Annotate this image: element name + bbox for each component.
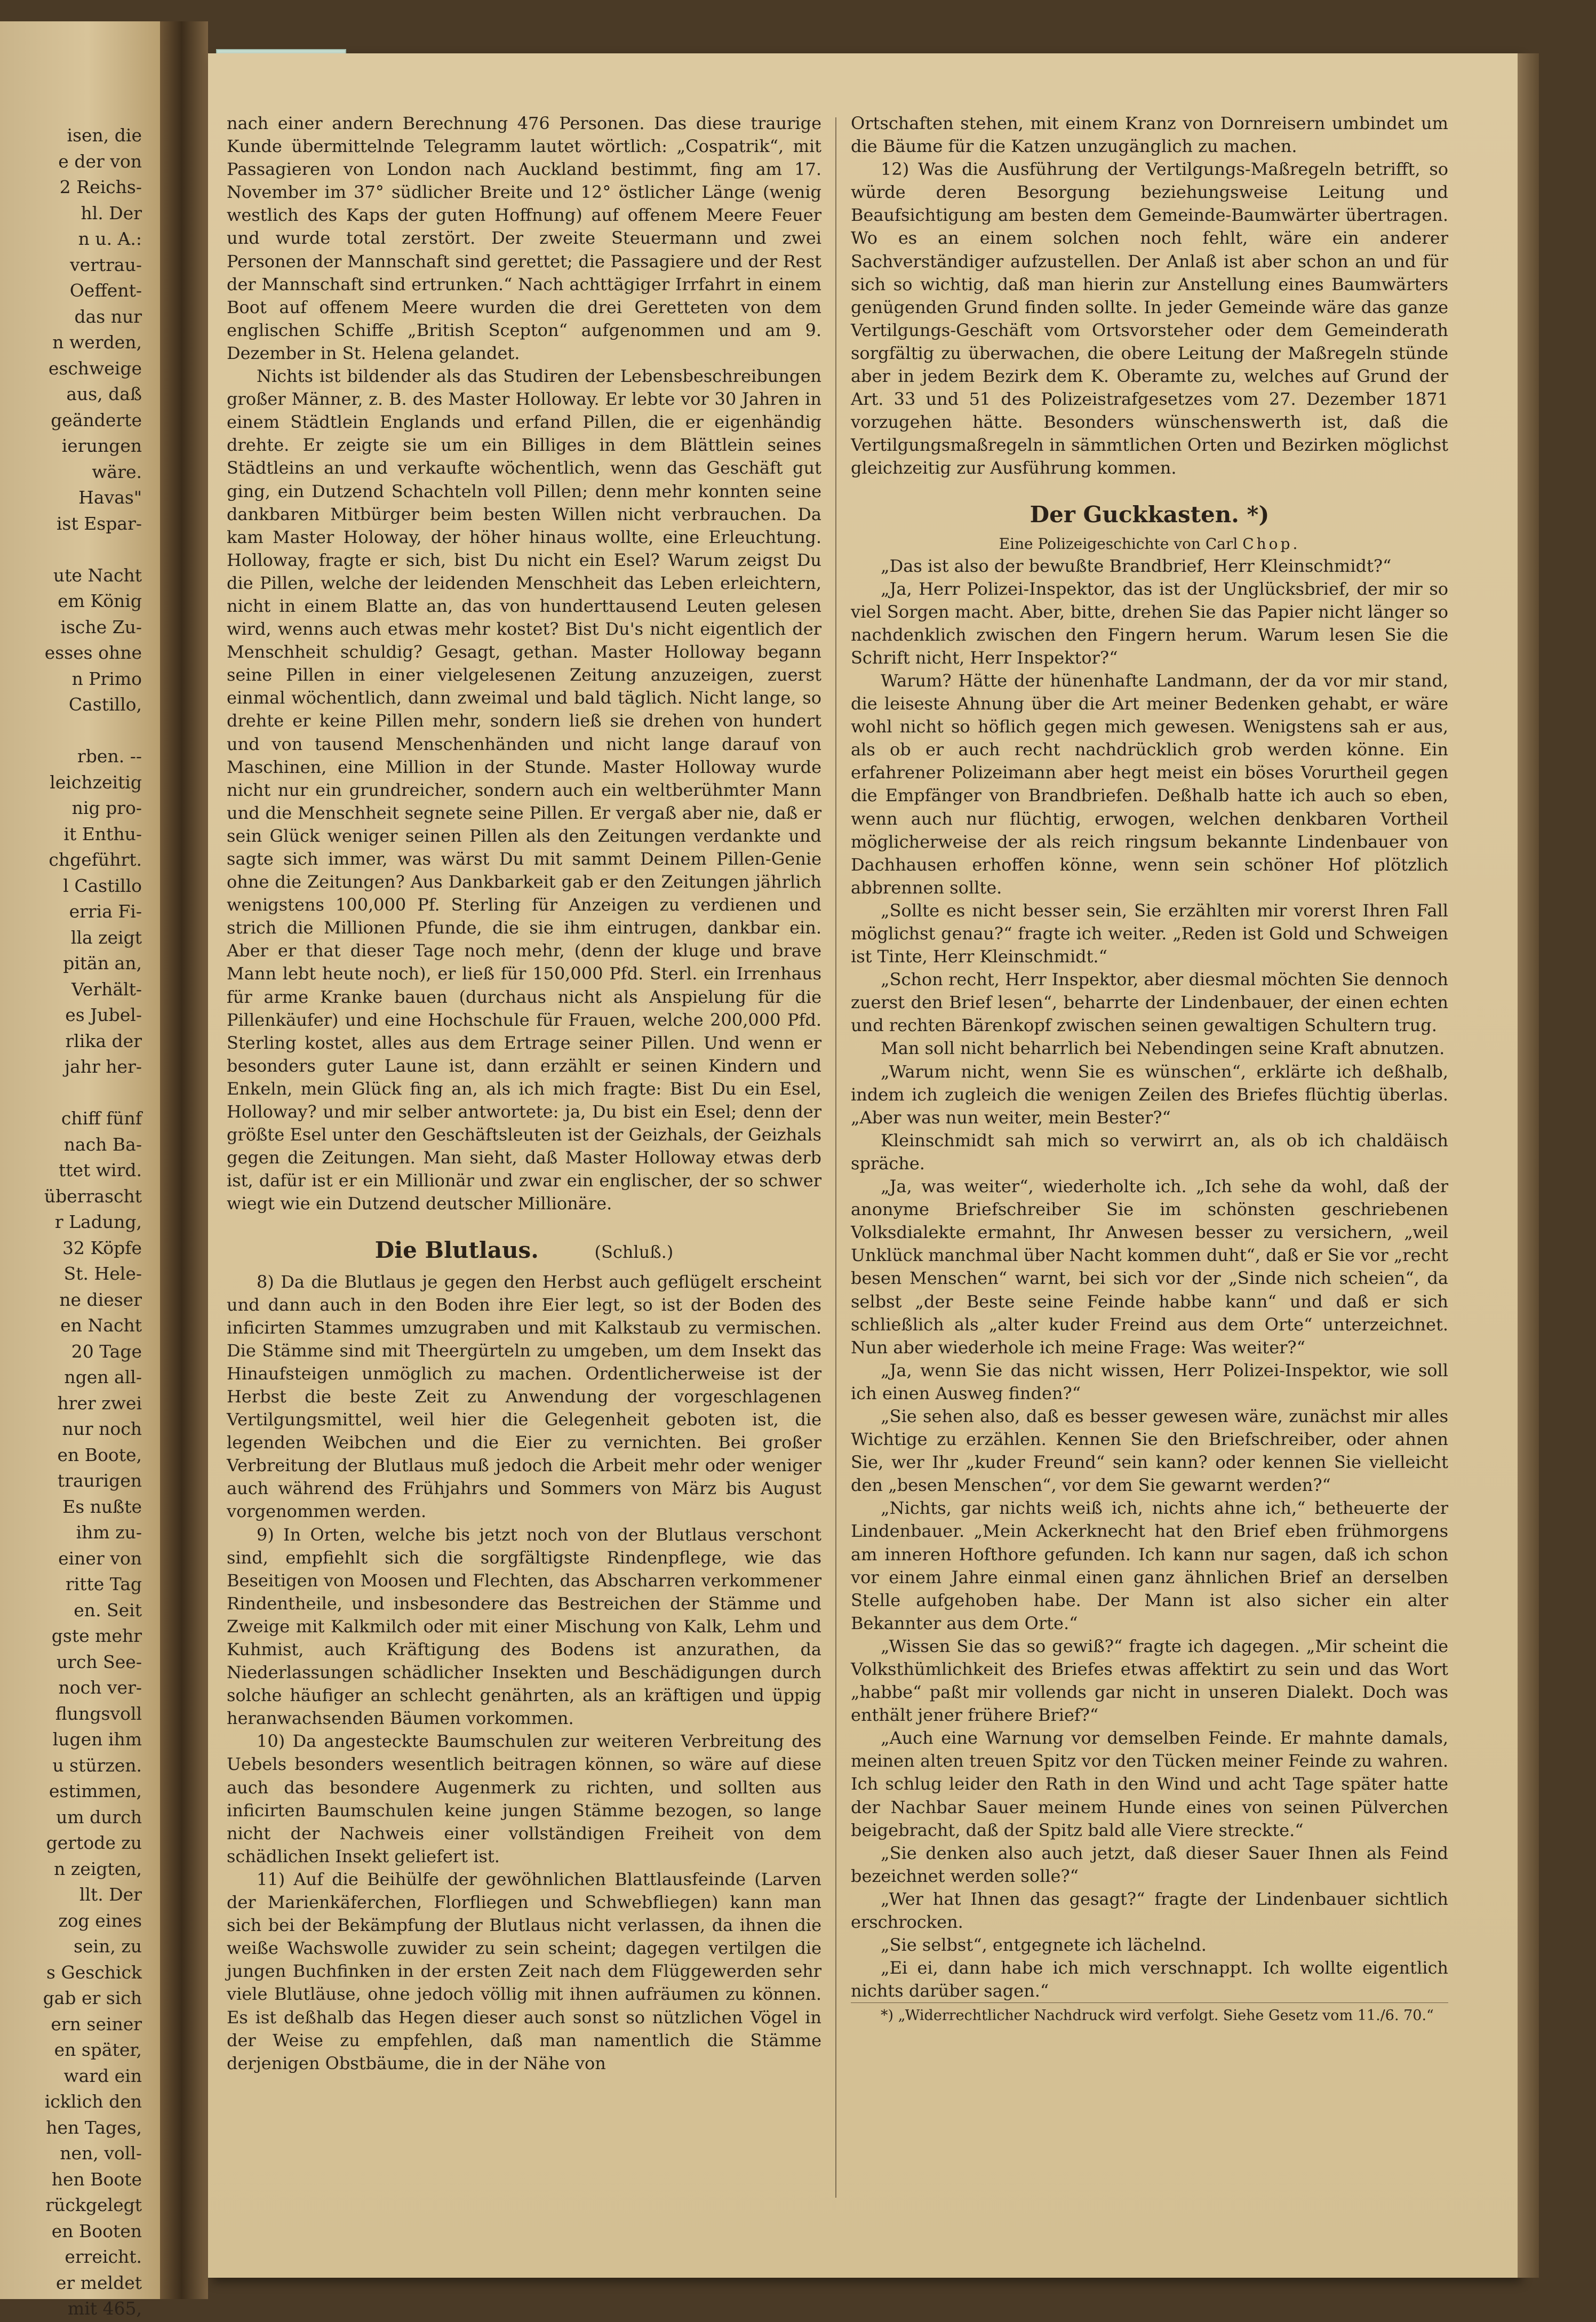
previous-page-line: s Geschick: [46, 1961, 142, 1983]
previous-page-line: das nur: [74, 306, 142, 327]
previous-page-line: mit 465,: [67, 2298, 142, 2319]
story-paragraph: „Ja, wenn Sie das nicht wissen, Herr Polizei-Inspektor, wie soll ich einen Ausweg finden?“: [851, 1360, 1448, 1403]
previous-page-line: en später,: [54, 2039, 142, 2060]
previous-page-line: en. Seit: [74, 1599, 142, 1621]
previous-page-line: e der von: [58, 150, 142, 172]
previous-page-line: Es nußte: [62, 1496, 142, 1517]
previous-page-line: gab er sich: [43, 1988, 142, 2008]
previous-page-line: rückgelegt: [45, 2195, 142, 2215]
previous-page-line: nur noch: [62, 1418, 142, 1439]
previous-page-line: em König: [58, 591, 142, 611]
previous-page-line: n u. A.:: [78, 228, 142, 249]
previous-page-line: nig pro-: [71, 797, 142, 818]
previous-page-line: noch ver-: [58, 1677, 142, 1698]
previous-page-line: hrer zwei: [57, 1392, 142, 1414]
previous-page-line: hen Boote: [51, 2168, 142, 2190]
previous-page-line: n werden,: [52, 332, 142, 353]
story-paragraph: „Ei ei, dann habe ich mich verschnappt. Ich wollte eigentlich nichts darüber sagen.“: [851, 1958, 1448, 2001]
previous-page-line: hl. Der: [81, 202, 142, 224]
previous-page-line: sein, zu: [74, 1936, 142, 1957]
previous-page-text-column: [3, 123, 142, 2322]
previous-page-line: esses ohne: [44, 642, 142, 663]
story-paragraph: „Auch eine Warnung vor demselben Feinde. Er mahnte damals, meinen alten treuen Spitz vor den Tücken meiner Feinde zu wahren. Ich schlug leider den Rath in den Wind und acht Tage später hatte der Nachbar Sauer meinem Hunde eines von seinen Pülverchen beigebracht, daß der Spitz bald alle Viere streckte.“: [851, 1728, 1448, 1840]
heading-title: Die Blutlaus.: [374, 1236, 539, 1263]
previous-page-line: flungsvoll: [55, 1703, 142, 1724]
story-paragraph: „Das ist also der bewußte Brandbrief, Herr Kleinschmidt?“: [881, 555, 1392, 576]
book-gutter: [160, 21, 208, 2299]
previous-page-line: geänderte: [51, 409, 142, 430]
previous-page-line: ihm zu-: [76, 1522, 142, 1543]
blutlaus-paragraph-11: 11) Auf die Beihülfe der gewöhnlichen Blattlausfeinde (Larven der Marienkäferchen, Florfliegen und Schwebfliegen) kann man sich bei der Bekämpfung der Blutlaus nicht verlassen, da ihnen die weiße Wachswolle zuwider zu sein scheint; dagegen vertilgen die jungen Buchfinken in der ersten Zeit nach dem Flüggewerden sehr viele Blutläuse, ohne jedoch völlig mit ihnen aufräumen zu können. Es ist deßhalb das Hegen dieser auch sonst so nützlichen Vögel in der Weise zu empfehlen, daß man namentlich die Stämme derjenigen Obstbäume, die in der Nähe von: [227, 1869, 821, 2073]
blutlaus-paragraph-12: 12) Was die Ausführung der Vertilgungs-Maßregeln betrifft, so würde deren Besorgung beziehungsweise Leitung und Beaufsichtigung am besten dem Gemeinde-Baumwärter übertragen. Wo es an einem solchen noch fehlt, wäre ein anderer Sachverständiger aufzustellen. Der Anlaß ist aber schon an und für sich so wichtig, daß man hierin zur Anstellung eines Baumwärters genügenden Grund finden sollte. In jeder Gemeinde wäre das ganze Vertilgungs-Geschäft vom Ortsvorsteher oder dem Gemeinderath sorgfältig zu überwachen, die obere Leitung der Maßregeln stünde aber in jedem Bezirk dem K. Oberamte zu, welches auf Grund der Art. 33 und 51 des Polizeistrafgesetzes vom 27. Dezember 1871 vorzugehen hätte. Besonders wünschenswerth ist, daß die Vertilgungsmaßregeln in sämmtlichen Orten und Bezirken möglichst gleichzeitig zur Ausführung kommen.: [851, 159, 1448, 478]
article-holloway: Nichts ist bildender als das Studiren der Lebensbeschreibungen großer Männer, z. B. des Master Holloway. Er lebte vor 30 Jahren in einem Städtlein Englands und erfand Pillen, die er eigenhändig drehte. Er zeigte sie um ein Billiges in dem Blättlein seines Städtleins an und verkaufte wöchentlich, wenn das Geschäft gut ging, ein Dutzend Schachteln voll Pillen; denn mehr konnten seine dankbaren Mitbürger beim besten Willen nicht verbrauchen. Da kam Master Holoway, der höher hinaus wollte, eine Erleuchtung. Holloway, fragte er sich, bist Du nicht ein Esel? Warum zeigst Du die Pillen, welche der leidenden Menschheit das Leben erleichtern, nicht in einem Blatte an, das von hunderttausend Leuten gelesen wird, wenns auch etwas mehr kostet? Bist Du's nicht eigentlich der Menschheit schuldig? Gesagt, gethan. Master Holloway begann seine Pillen in einer vielgelesenen Zeitung anzuzeigen, zuerst einmal wöchentlich, dann zweimal und bald täglich. Nicht lange, so drehte er keine Pillen mehr, sondern ließ sie drehen von hundert und von tausend Menschenhänden und nicht lange darauf von Maschinen, eine Million in der Stunde. Master Holloway wurde nicht nur ein grundreicher, sondern auch ein weltberühmter Mann und die Menschheit segnete seine Pillen. Er vergaß aber nie, daß er sein Glück weniger seinen Pillen als den Zeitungen verdankte und sagte sich immer, was wärst Du mit sammt Deinem Pillen-Genie ohne die Zeitungen? Aus Dankbarkeit gab er den Zeitungen jährlich wenigstens 100,000 Pf. Sterling für Anzeigen zu verdienen und strich die Millionen Pfunde, die sie ihm eintrugen, dankbar ein. Aber er that dieser Tage noch mehr, (denn der kluge und brave Mann lebt heute noch), er ließ für 150,000 Pfd. Sterl. ein Irrenhaus für arme Kranke bauen (durchaus nicht als Anspielung für die Pillenkäufer) und eine Hochschule für Frauen, welche 200,000 Pfd. Sterling kostet, alles aus dem Ertrage seiner Pillen. Und wenn er besonders guter Laune ist, dann erzählt er seinen Kindern und Enkeln, mein Glück fing an, als ich mich fragte: Bist Du ein Esel, Holloway? und mir selber antwortete: ja, Du bist ein Esel; denn der größte Esel unter den Geschäftsleuten ist der Geizhals, der Geizhals gegen die Zeitungen. Man sieht, daß Master Holloway etwas derb ist, dafür ist er ein Millionär und zwar ein englischer, der so schwer wiegt wie ein Dutzend deutscher Millionäre.: [227, 366, 821, 1214]
previous-page-line: zog eines: [58, 1910, 142, 1931]
previous-page-line: llt. Der: [79, 1884, 142, 1905]
story-paragraph: „Sie selbst“, entgegnete ich lächelnd.: [881, 1935, 1207, 1956]
text-column-right: [851, 112, 1448, 2025]
previous-page-line: Castillo,: [68, 694, 142, 715]
heading-continuation: (Schluß.): [594, 1241, 674, 1262]
previous-page-line: lugen ihm: [52, 1729, 142, 1750]
byline-text: Eine Polizeigeschichte von Carl: [999, 534, 1238, 553]
previous-page-line: 20 Tage: [71, 1340, 142, 1362]
story-paragraph: „Schon recht, Herr Inspektor, aber diesmal möchten Sie dennoch zuerst den Brief lesen“, beharrte der Lindenbauer, der einen echten und rechten Bärenkopf zwischen seinen gewaltigen Schultern trug.: [851, 969, 1448, 1036]
previous-page-line: r Ladung,: [54, 1211, 142, 1232]
story-paragraph: „Warum nicht, wenn Sie es wünschen“, erklärte ich deßhalb, indem ich zugleich die wenigen Zeilen des Briefes flüchtig überlas. „Aber was nun weiter, mein Bester?“: [851, 1061, 1448, 1128]
previous-page-line: wäre.: [92, 461, 142, 482]
previous-page-line: St. Hele-: [63, 1263, 142, 1284]
previous-page-line: ern seiner: [51, 2013, 142, 2034]
previous-page-line: ierungen: [61, 435, 142, 456]
blutlaus-paragraph-8: 8) Da die Blutlaus je gegen den Herbst auch geflügelt erscheint und dann auch in den Boden ihre Eier legt, so ist der Boden des inficirten Stammes umzugraben und mit Kalkstaub zu vermischen. Die Stämme sind mit Theergürteln zu umgeben, um dem Insekt das Hinaufsteigen unmöglich zu machen. Ordentlicherweise ist der Herbst die beste Zeit zu Anwendung der vorgeschlagenen Vertilgungsmittel, weil hier die Gelegenheit geboten ist, die legenden Weibchen und die Eier zu vernichten. Bei großer Verbreitung der Blutlaus muß jedoch die Arbeit mehr oder weniger auch während des Frühjahrs und Sommers von März bis August vorgenommen werden.: [227, 1271, 821, 1522]
previous-page-line: urch See-: [56, 1651, 142, 1672]
previous-page-line: [3, 1080, 142, 1106]
previous-page-line: Verhält-: [71, 978, 142, 1000]
story-paragraph: „Wer hat Ihnen das gesagt?“ fragte der Lindenbauer sichtlich erschrocken.: [851, 1888, 1448, 1933]
previous-page-line: n Primo: [71, 668, 142, 689]
newspaper-page: [208, 53, 1518, 2278]
story-paragraph: „Sollte es nicht besser sein, Sie erzählten mir vorerst Ihren Fall möglichst genau?“ fragte ich weiter. „Reden ist Gold und Schweigen ist Tinte, Herr Kleinschmidt.“: [851, 900, 1448, 967]
previous-page-line: 2 Reichs-: [59, 177, 142, 197]
previous-page-line: en Booten: [51, 2220, 142, 2241]
previous-page-line: ische Zu-: [60, 616, 142, 637]
previous-page-line: vertrau-: [69, 254, 142, 275]
previous-page-line: ute Nacht: [53, 564, 142, 586]
page-edge-shadow: [1518, 53, 1539, 2278]
previous-page-line: chiff fünf: [61, 1108, 142, 1129]
previous-page-line: n zeigten,: [54, 1858, 142, 1879]
story-paragraph: „Ja, was weiter“, wiederholte ich. „Ich sehe da wohl, daß der anonyme Briefschreiber Sie im schönsten geschriebenen Volksdialekte ermahnt, Ihr Anwesen besser zu versichern, „weil Unklück manchmal über Nacht kommen duht“, daß er Sie vor „recht besen Menschen“ warnt, bei sich vor der „Sinde nich scheien“, da selbst „der Beste seine Feinde habbe kann“ und daß er sich schließlich als „alter kuder Freind aus dem Orte“ unterzeichnet. Nun aber wiederhole ich meine Frage: Was weiter?“: [851, 1176, 1448, 1358]
previous-page-line: [3, 537, 142, 563]
previous-page-line: Havas": [78, 487, 142, 508]
previous-page-fragment: [0, 21, 160, 2319]
previous-page-line: rlika der: [65, 1030, 142, 1051]
previous-page-line: er meldet: [55, 2272, 142, 2293]
previous-page-line: ritte Tag: [65, 1574, 142, 1594]
previous-page-line: nach Ba-: [63, 1134, 142, 1155]
previous-page-line: erria Fi-: [69, 901, 142, 922]
footnote: *) „Widerrechtlicher Nachdruck wird verfolgt. Siehe Gesetz vom 11./6. 70.“: [851, 2002, 1448, 2025]
previous-page-line: nen, voll-: [60, 2143, 142, 2164]
story-paragraph: Warum? Hätte der hünenhafte Landmann, der da vor mir stand, die leiseste Ahnung über die Art meiner Bedenken gehabt, er wäre wohl nicht so höflich gegen mich gewesen. Wenigstens sah er aus, als ob er auch recht nachdrücklich grob werden könne. Ein erfahrener Polizeimann aber hegt meist ein böses Vorurtheil gegen die Empfänger von Brandbriefen. Deßhalb hatte ich auch so eben, wenn auch nur flüchtig, erwogen, welchen denkbaren Vortheil möglicherweise der als reich ringsum bekannte Lindenbauer von Dachhausen erhoffen könne, wenn sein schöner Hof plötzlich abbrennen sollte.: [851, 670, 1448, 898]
previous-page-line: chgeführt.: [49, 849, 142, 870]
byline-author: Chop.: [1242, 534, 1300, 553]
previous-page-line: rben. --: [77, 746, 142, 767]
previous-page-line: ist Espar-: [57, 513, 142, 534]
previous-page-line: l Castillo: [63, 875, 142, 896]
previous-page-line: icklich den: [44, 2091, 142, 2112]
previous-page-line: isen, die: [67, 125, 142, 146]
previous-page-line: eschweige: [48, 357, 142, 379]
previous-page-line: it Enthu-: [63, 823, 142, 844]
previous-page-line: [3, 718, 142, 744]
previous-page-line: gste mehr: [51, 1625, 142, 1646]
previous-page-line: en Nacht: [60, 1315, 142, 1336]
previous-page-line: pitän an,: [63, 953, 142, 974]
previous-page-line: u stürzen.: [52, 1754, 142, 1776]
previous-page-line: einer von: [58, 1547, 142, 1569]
previous-page-line: traurigen: [57, 1470, 142, 1491]
story-paragraph: „Nichts, gar nichts weiß ich, nichts ahne ich,“ betheuerte der Lindenbauer. „Mein Ackerknecht hat den Brief eben frühmorgens am inneren Hofthore gefunden. Ich kann nur sagen, daß ich schon vor einem Jahre einmal einen ganz ähnlichen Brief an derselben Stelle aufgehoben habe. Der Mann ist also sicher ein alter Bekannter aus dem Orte.“: [851, 1498, 1448, 1633]
article-byline: [851, 533, 1448, 555]
previous-page-line: jahr her-: [64, 1056, 142, 1077]
blutlaus-continuation: Ortschaften stehen, mit einem Kranz von Dornreisern umbindet um die Bäume für die Katzen unzugänglich zu machen.: [851, 113, 1448, 157]
column-divider: [835, 117, 836, 2198]
previous-page-line: es Jubel-: [65, 1004, 142, 1025]
previous-page-line: ward ein: [63, 2065, 142, 2086]
story-paragraph: Kleinschmidt sah mich so verwirrt an, als ob ich chaldäisch spräche.: [851, 1130, 1448, 1174]
previous-page-line: gertode zu: [46, 1832, 142, 1853]
story-paragraph: „Wissen Sie das so gewiß?“ fragte ich dagegen. „Mir scheint die Volksthümlichkeit des Briefes etwas affektirt zu sein und das Wort „habbe“ paßt mir vollends gar nicht in unseren Dialekt. Doch was enthält jener frühere Brief?“: [851, 1635, 1448, 1726]
previous-page-line: überrascht: [44, 1185, 142, 1207]
previous-page-line: erreicht.: [65, 2246, 142, 2267]
previous-page-line: leichzeitig: [50, 771, 142, 793]
story-paragraph: Man soll nicht beharrlich bei Nebendingen seine Kraft abnutzen.: [881, 1038, 1445, 1059]
article-heading-guckkasten: Der Guckkasten. *): [1030, 501, 1270, 528]
previous-page-line: ttet wird.: [59, 1160, 142, 1180]
previous-page-line: ne dieser: [59, 1289, 142, 1310]
previous-page-line: um durch: [56, 1806, 142, 1828]
previous-page-line: hen Tages,: [46, 2117, 142, 2138]
story-paragraph: „Sie sehen also, daß es besser gewesen wäre, zunächst mir alles Wichtige zu erzählen. Kennen Sie den Briefschreiber, oder ahnen Sie, wer Ihr „kuder Freund“ sein kann? oder kennen Sie vielleicht den „besen Menschen“, vor dem Sie gewarnt werden?“: [851, 1406, 1448, 1496]
article-holloway-lead: nach einer andern Berechnung 476 Personen. Das diese traurige Kunde übermittelnde Telegramm lautet wörtlich: „Cospatrik“, mit Passagieren von London nach Auckland bestimmt, fing am 17. November im 37° südlicher Breite und 12° östlicher Länge (wenig westlich des Kaps der guten Hoffnung) auf offenem Meere Feuer und wurde total zerstört. Der zweite Steuermann und zwei Personen der Mannschaft sind gerettet; die Passagiere und der Rest der Mannschaft sind ertrunken.“ Nach achttägiger Irrfahrt in einem Boot auf offenem Meere wurden die drei Geretteten von dem englischen Schiffe „British Scepton“ aufgenommen und am 9. Dezember in St. Helena gelandet.: [227, 113, 821, 363]
blutlaus-paragraph-10: 10) Da angesteckte Baumschulen zur weiteren Verbreitung des Uebels besonders wesentlich beitragen können, so wäre auf diese auch das besondere Augenmerk zu richten, und sollten aus inficirten Baumschulen keine jungen Stämme bezogen, so lange nicht der Nachweis einer vollständigen Freiheit von dem schädlichen Insekt geliefert ist.: [227, 1731, 821, 1866]
previous-page-line: 32 Köpfe: [62, 1237, 142, 1258]
story-paragraph: „Ja, Herr Polizei-Inspektor, das ist der Unglücksbrief, der mir so viel Sorgen macht. Aber, bitte, drehen Sie das Papier nicht länger so nachdenklich zwischen den Fingern herum. Warum lesen Sie die Schrift nicht, Herr Inspektor?“: [851, 578, 1448, 668]
blutlaus-paragraph-9: 9) In Orten, welche bis jetzt noch von der Blutlaus verschont sind, empfiehlt sich die sorgfältigste Rindenpflege, wie das Beseitigen von Moosen und Flechten, das Abscharren verkommener Rindentheile, und insbesondere das Bestreichen der Stämme und Zweige mit Kalkmilch oder mit einer Mischung von Kalk, Lehm und Kuhmist, auch Kräftigung des Bodens ist anzurathen, da Niederlassungen schädlicher Insekten und Beschädigungen durch solche häufiger an schlecht genährten, als an kräftigen und üppig heranwachsenden Bäumen vorkommen.: [227, 1524, 821, 1729]
previous-page-line: Oeffent-: [69, 280, 142, 301]
previous-page-line: lla zeigt: [70, 927, 142, 948]
previous-page-line: aus, daß: [66, 384, 142, 404]
story-paragraph: „Sie denken also auch jetzt, daß dieser Sauer Ihnen als Feind bezeichnet werden solle?“: [851, 1842, 1448, 1886]
previous-page-line: ngen all-: [64, 1367, 142, 1387]
previous-page-line: estimmen,: [49, 1781, 142, 1801]
text-column-left: [227, 112, 821, 2075]
article-heading-blutlaus: [227, 1236, 821, 1266]
previous-page-line: en Boote,: [57, 1444, 142, 1465]
